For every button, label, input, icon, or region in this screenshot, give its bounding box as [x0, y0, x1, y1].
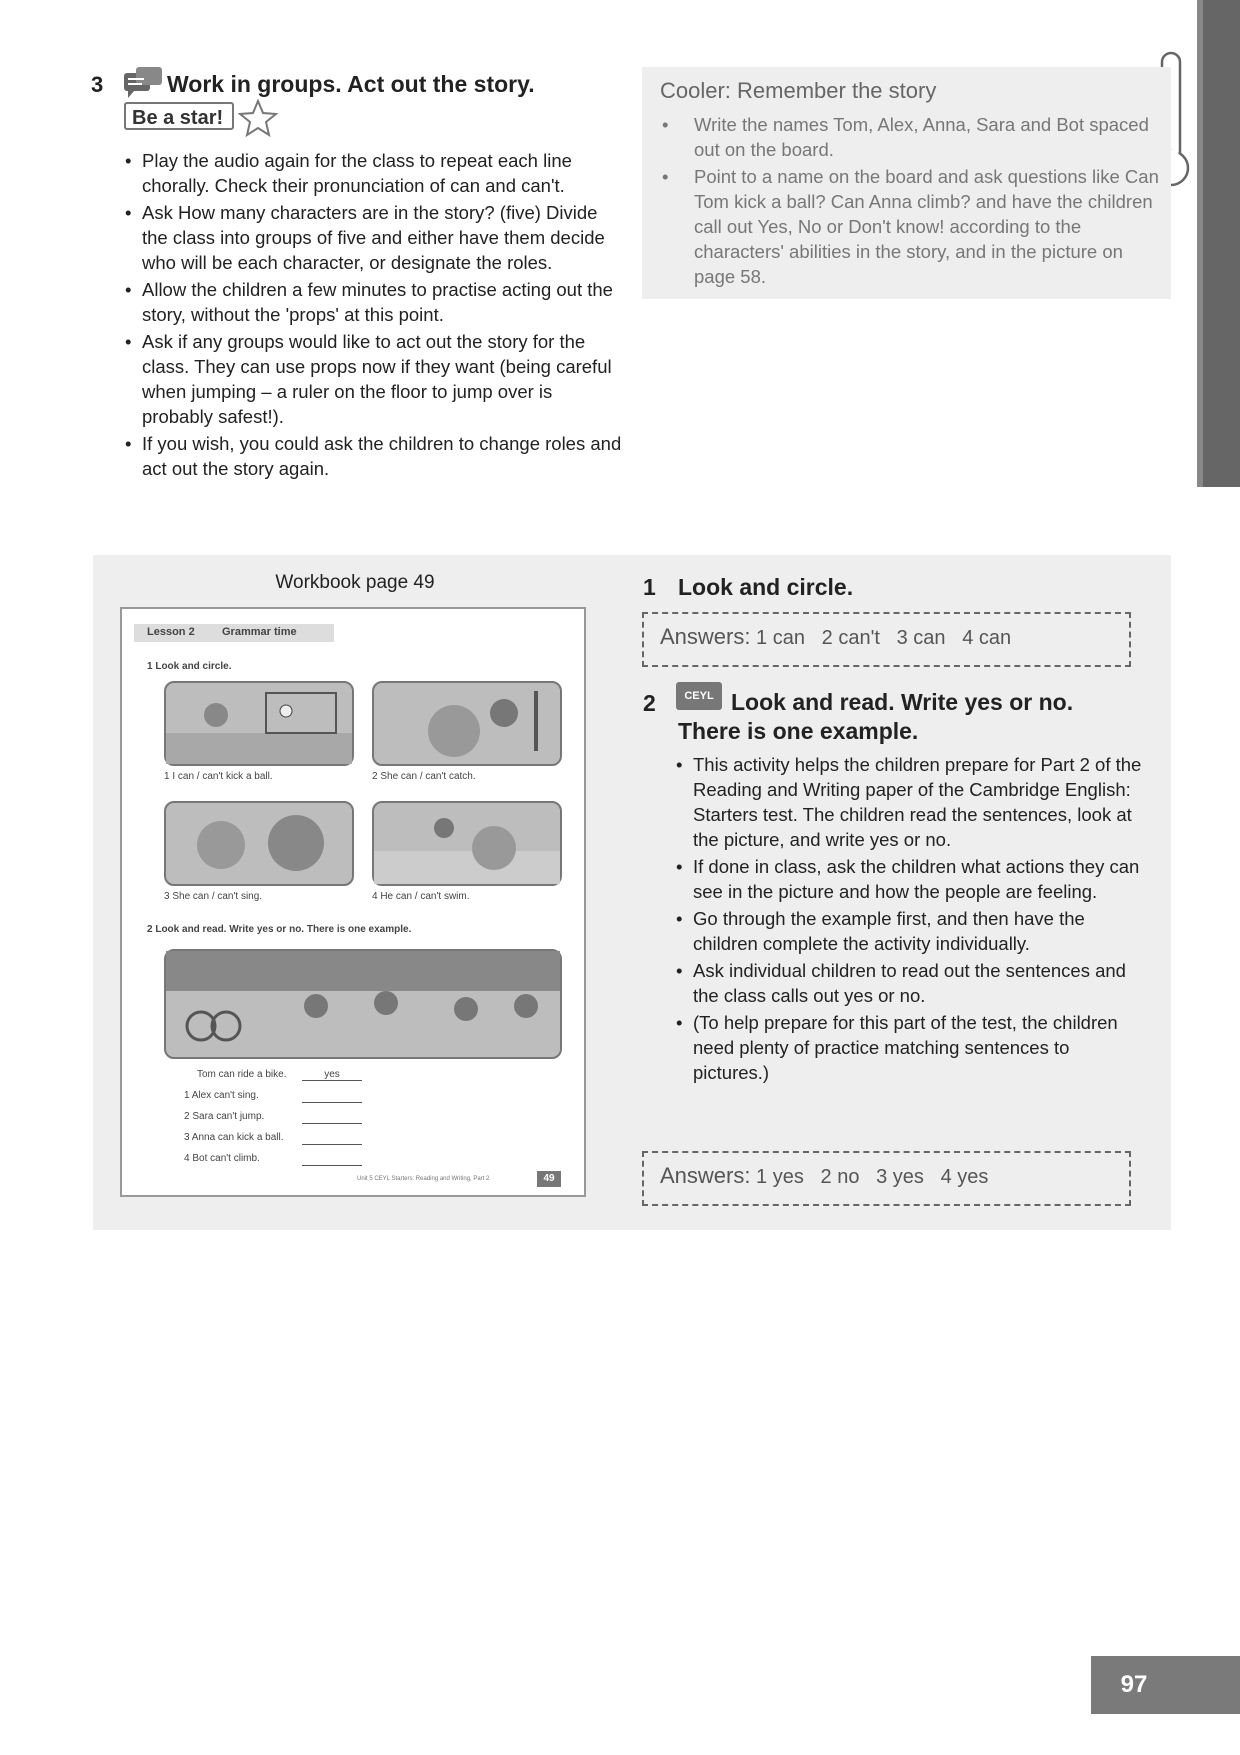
- item-1: 1 Alex can't sing.: [184, 1090, 259, 1101]
- workbook-page-label: Workbook page 49: [275, 572, 435, 593]
- exercise2-instructions: [676, 752, 1146, 1087]
- exercise2-bullet-1: • This activity helps the children prepare for Part 2 of the Reading and Writing paper of the Cambridge English: Starters test. The children read the sentences, look at the picture, and write yes or no.: [676, 752, 1146, 852]
- ceyl-badge-icon: CEYL: [676, 682, 722, 710]
- exercise2-title-line2: There is one example.: [678, 718, 919, 744]
- kick-ball-illustration: [166, 683, 352, 764]
- page-number: 97: [1120, 1671, 1148, 1698]
- sing-illustration: [166, 803, 352, 884]
- exercise1-title: Look and circle.: [678, 574, 854, 600]
- edge-tab-bar: [1197, 0, 1240, 487]
- exercise2-title-line1: Look and read. Write yes or no.: [731, 689, 1074, 715]
- cooler-title: Cooler: Remember the story: [660, 78, 937, 103]
- exercise1-answers-box: [642, 612, 1131, 667]
- exercise2-number: 2: [643, 690, 656, 716]
- answers-label: Answers:: [660, 624, 751, 649]
- answer-line-3: [302, 1144, 362, 1145]
- lesson-label: Lesson 2: [147, 626, 195, 638]
- star-icon: [238, 99, 278, 137]
- exercise1-answers: 1 can 2 can't 3 can 4 can: [756, 627, 1012, 649]
- be-a-star-badge: Be a star!: [124, 102, 234, 130]
- edge-tab-highlight: [1197, 0, 1203, 487]
- section3-bullet-5: • If you wish, you could ask the children to change roles and act out the story again.: [125, 431, 625, 481]
- answer-line-4: [302, 1165, 362, 1166]
- exercise2-answers-box: [642, 1151, 1131, 1206]
- workbook-page-thumbnail: [120, 607, 586, 1197]
- caption-3: 3 She can / can't sing.: [164, 891, 263, 902]
- caption-1: 1 I can / can't kick a ball.: [164, 771, 273, 782]
- example-answer: yes: [302, 1069, 362, 1081]
- park-scene-illustration: [166, 951, 560, 1057]
- exercise2-bullet-3: • Go through the example first, and then have the children complete the activity individually.: [676, 906, 1146, 956]
- swim-illustration: [374, 803, 560, 884]
- picture-swim: [372, 801, 562, 886]
- exercise2-answers: 1 yes 2 no 3 yes 4 yes: [756, 1166, 989, 1188]
- cooler-bullet-1: • Write the names Tom, Alex, Anna, Sara and Bot spaced out on the board.: [660, 112, 1160, 162]
- section-heading: Work in groups. Act out the story.: [167, 71, 535, 97]
- item-2: 2 Sara can't jump.: [184, 1111, 265, 1122]
- section3-bullet-2: • Ask How many characters are in the story? (five) Divide the class into groups of five and either have them decide who will be each character, or designate the roles.: [125, 200, 625, 275]
- catch-illustration: [374, 683, 560, 764]
- cooler-bullet-2: • Point to a name on the board and ask questions like Can Tom kick a ball? Can Anna climb? and have the children call out Yes, No or Don't know! according to the characters' abilities in the story, and in the picture on page 58.: [660, 164, 1160, 289]
- lesson-title: Grammar time: [222, 626, 297, 638]
- exercise1-number: 1: [643, 574, 656, 600]
- cooler-instructions: [660, 112, 1160, 291]
- exercise2-bullet-5: • (To help prepare for this part of the test, the children need plenty of practice matching sentences to pictures.): [676, 1010, 1146, 1085]
- section-number: 3: [91, 72, 104, 97]
- section3-bullet-1: • Play the audio again for the class to repeat each line chorally. Check their pronunciation of can and can't.: [125, 148, 625, 198]
- answer-line-1: [302, 1102, 362, 1103]
- picture-sing: [164, 801, 354, 886]
- caption-4: 4 He can / can't swim.: [372, 891, 470, 902]
- caption-2: 2 She can / can't catch.: [372, 771, 476, 782]
- example-sentence: Tom can ride a bike.: [197, 1069, 287, 1080]
- answer-line-2: [302, 1123, 362, 1124]
- section3-bullet-4: • Ask if any groups would like to act out the story for the class. They can use props now if they want (being careful when jumping – a ruler on the floor to jump over is probably safest!).: [125, 329, 625, 429]
- picture-catch: [372, 681, 562, 766]
- workbook-footer: Unit 5 CEYL Starters: Reading and Writing, Part 2: [357, 1176, 490, 1182]
- workbook-ex1-title: 1 Look and circle.: [147, 661, 232, 672]
- section3-instructions: [125, 148, 625, 483]
- picture-kick-ball: [164, 681, 354, 766]
- exercise2-bullet-4: • Ask individual children to read out the sentences and the class calls out yes or no.: [676, 958, 1146, 1008]
- exercise2-bullet-2: • If done in class, ask the children what actions they can see in the picture and how the people are feeling.: [676, 854, 1146, 904]
- workbook-ex2-title: 2 Look and read. Write yes or no. There is one example.: [147, 924, 412, 935]
- answers-label: Answers:: [660, 1163, 751, 1188]
- speech-bubbles-icon: [122, 65, 164, 99]
- item-3: 3 Anna can kick a ball.: [184, 1132, 284, 1143]
- item-4: 4 Bot can't climb.: [184, 1153, 260, 1164]
- picture-park-scene: [164, 949, 562, 1059]
- workbook-page-number: 49: [537, 1171, 561, 1187]
- section3-bullet-3: • Allow the children a few minutes to practise acting out the story, without the 'props' at this point.: [125, 277, 625, 327]
